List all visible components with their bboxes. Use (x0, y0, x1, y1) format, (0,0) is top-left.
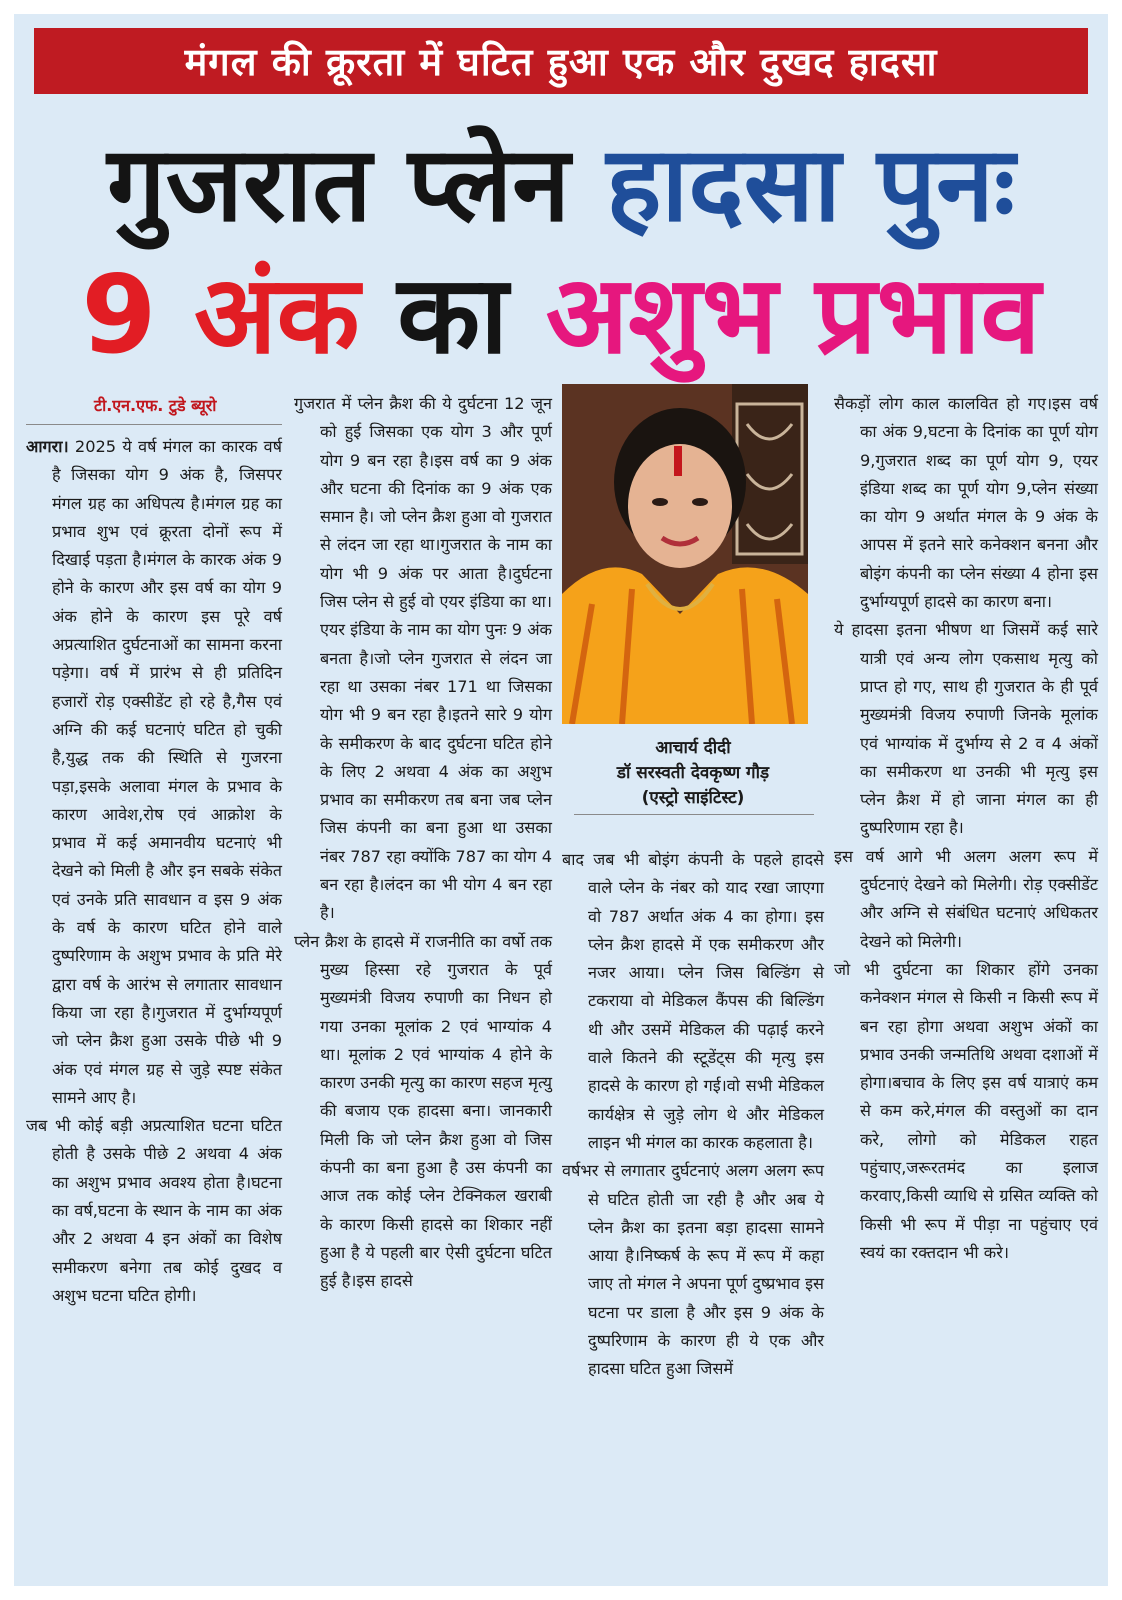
caption-title: आचार्य दीदी (655, 738, 731, 758)
article-paragraph (26, 433, 282, 1112)
dateline-city: आगरा। (26, 437, 69, 456)
photo-caption (562, 736, 824, 811)
article-column-1 (26, 390, 282, 1310)
article-paragraph: वर्षभर से लगातार दुर्घटनाएं अलग अलग रूप से घटित होती जा रही है और अब ये प्लेन क्रैश का इतना बड़ा हादसा सामने आया है।निष्कर्ष के रूप में रूप में कहा जाए तो मंगल ने अपना पूर्ण दुष्प्रभाव इस घटना पर डाला है और इस 9 अंक के दुष्परिणाम के कारण ही ये एक और हादसा घटित हुआ जिसमें (562, 1161, 824, 1379)
article-paragraph: ये हादसा इतना भीषण था जिसमें कई सारे यात्री एवं अन्य लोग एकसाथ मृत्यु को प्राप्त हो गए, साथ ही गुजरात के ही पूर्व मुख्यमंत्री विजय रुपाणी जिनके मूलांक एवं भाग्यांक में दुर्भाग्य से 2 व 4 अंकों का समीकरण था उनकी भी मृत्यु इस प्लेन क्रैश में हो जाना मंगल का ही दुष्परिणाम रहा है। (834, 620, 1098, 838)
article-column-4 (834, 390, 1098, 1267)
article-paragraph: इस वर्ष आगे भी अलग अलग रूप में दुर्घटनाएं देखने को मिलेगी। रोड़ एक्सीडेंट और अग्नि से संबंधित घटनाएं अधिकतर देखने को मिलेगी। (834, 846, 1098, 951)
caption-designation: (एस्ट्रो साइंटिस्ट) (641, 788, 745, 808)
article-paragraph: प्लेन क्रैश के हादसे में राजनीति का वर्षो तक मुख्य हिस्सा रहे गुजरात के पूर्व मुख्यमंत्री विजय रुपाणी का निधन हो गया उनका मूलांक 2 एवं भाग्यांक 4 था। मूलांक 2 एवं भाग्यांक 4 होने के कारण उनकी मृत्यु का कारण सहज मृत्यु की बजाय एक हादसा बना। जानकारी मिली कि जो प्लेन क्रैश हुआ वो जिस कंपनी का बना हुआ है उस कंपनी का आज तक कोई प्लेन टेक्निकल खराबी के कारण किसी हादसे का शिकार नहीं हुआ है ये पहली बार ऐसी दुर्घटना घटित हुई है।इस हादसे (294, 931, 552, 1291)
headline-hadsa-punah: हादसा पुनः (606, 123, 1015, 245)
author-photo (562, 384, 808, 724)
article-column-2 (294, 390, 552, 1296)
article-paragraph: जब भी कोई बड़ी अप्रत्याशित घटना घटित होती है उसके पीछे 2 अथवा 4 अंक का अशुभ प्रभाव अवश्य होता है।घटना का वर्ष,घटना के स्थान के नाम का अंक और 2 अथवा 4 इन अंकों का विशेष समीकरण बनेगा तब कोई दुखद व अशुभ घटना घटित होगी। (26, 1116, 282, 1305)
article-paragraph: सैकड़ों लोग काल कालवित हो गए।इस वर्ष का अंक 9,घटना के दिनांक का पूर्ण योग 9,गुजरात शब्द का पूर्ण योग 9, एयर इंडिया शब्द का पूर्ण योग 9,प्लेन संख्या का योग 9 अर्थात मंगल के 9 अंक के आपस में इतने सारे कनेक्शन बनना और बोइंग कंपनी का प्लेन संख्या 4 होना इस दुर्भाग्यपूर्ण हादसे का कारण बना। (834, 394, 1098, 612)
headline-gujarat-plane: गुजरात प्लेन (107, 123, 570, 245)
newspaper-page (14, 14, 1108, 1586)
article-paragraph: गुजरात में प्लेन क्रैश की ये दुर्घटना 12 जून को हुई जिसका एक योग 3 और पूर्ण योग 9 बन रहा है।इस वर्ष का 9 अंक और घटना की दिनांक का 9 अंक एक समान है। जो प्लेन क्रैश हुआ वो गुजरात से लंदन जा रहा था।गुजरात के नाम का योग भी 9 अंक पर आता है।दुर्घटना जिस प्लेन से हुई वो एयर इंडिया का था।एयर इंडिया के नाम का योग पुनः 9 अंक बनता है।जो प्लेन गुजरात से लंदन जा रहा था उसका नंबर 171 था जिसका योग भी 9 बन रहा है।इतने सारे 9 योग के समीकरण के बाद दुर्घटना घटित होने के लिए 2 अथवा 4 अंक का अशुभ प्रभाव का समीकरण तब बना जब प्लेन जिस कंपनी का बना हुआ था उसका नंबर 787 रहा क्योंकि 787 का योग 4 बन रहा है।लंदन का भी योग 4 बन रहा है। (294, 394, 552, 923)
headline-9-ank: 9 अंक (81, 253, 360, 378)
portrait-illustration (562, 384, 808, 724)
headline-ka: का (397, 253, 509, 378)
headline-ashubh-prabhav: अशुभ प्रभाव (545, 253, 1041, 378)
headline-line-1 (14, 123, 1108, 245)
byline: टी.एन.एफ. टुडे ब्यूरो (26, 390, 282, 425)
article-column-3 (562, 846, 824, 1384)
article-text: 2025 ये वर्ष मंगल का कारक वर्ष है जिसका योग 9 अंक है, जिसपर मंगल ग्रह का अधिपत्य है।मंगल ग्रह का प्रभाव शुभ एवं क्रूरता दोनों रूप में दिखाई पड़ता है।मंगल के कारक अंक 9 होने के कारण और इस वर्ष का योग 9 अंक होने के कारण इस पूरे वर्ष अप्रत्याशित दुर्घटनाओं का सामना करना पड़ेगा। वर्ष में प्रारंभ से ही प्रतिदिन हजारों रोड़ एक्सीडेंट हो रहे है,गैस एवं अग्नि की कई घटनाएं घटित हो चुकी है,युद्ध तक की स्थिति से गुजरना पड़ा,इसके अलावा मंगल के प्रभाव के कारण आवेश,रोष एवं आक्रोश के प्रभाव में कई अमानवीय घटनाएं भी देखने को मिली है और इन सबके संकेत एवं उनके प्रति सावधान व इस 9 अंक के वर्ष के कारण घटित होने वाले दुष्परिणाम के अशुभ प्रभाव के प्रति मेरे द्वारा वर्ष के आरंभ से लगातार सावधान किया जा रहा है।गुजरात में दुर्भाग्यपूर्ण जो प्लेन क्रैश हुआ उसके पीछे भी 9 अंक एवं मंगल ग्रह से जुड़े स्पष्ट संकेत सामने आए है। (52, 437, 282, 1107)
kicker-banner: मंगल की क्रूरता में घटित हुआ एक और दुखद हादसा (34, 28, 1088, 94)
article-paragraph: जो भी दुर्घटना का शिकार होंगे उनका कनेक्शन मंगल से किसी न किसी रूप में बन रहा होगा अथवा अशुभ अंकों का प्रभाव उनकी जन्मतिथि अथवा दशाओं में होगा।बचाव के लिए इस वर्ष यात्राएं कम से कम करे,मंगल की वस्तुओं का दान करे, लोगो को मेडिकल राहत पहुंचाए,जरूरतमंद का इलाज करवाए,किसी व्याधि से ग्रसित व्यक्ति को किसी भी रूप में पीड़ा ना पहुंचाए एवं स्वयं का रक्तदान भी करे। (834, 959, 1098, 1262)
headline-line-2 (14, 253, 1108, 378)
article-paragraph: बाद जब भी बोइंग कंपनी के पहले हादसे वाले प्लेन के नंबर को याद रखा जाएगा वो 787 अर्थात अंक 4 का होगा। इस प्लेन क्रैश हादसे में एक समीकरण और नजर आया। प्लेन जिस बिल्डिंग से टकराया वो मेडिकल कैंपस की बिल्डिंग थी और उसमें मेडिकल की पढ़ाई करने वाले कितने की स्टूडेंट्स की मृत्यु इस हादसे के कारण हो गई।वो सभी मेडिकल कार्यक्षेत्र से जुड़े लोग थे और मेडिकल लाइन भी मंगल का कारक कहलाता है। (562, 850, 824, 1152)
caption-name: डॉ सरस्वती देवकृष्ण गौड़ (616, 763, 770, 783)
caption-divider (574, 814, 814, 815)
